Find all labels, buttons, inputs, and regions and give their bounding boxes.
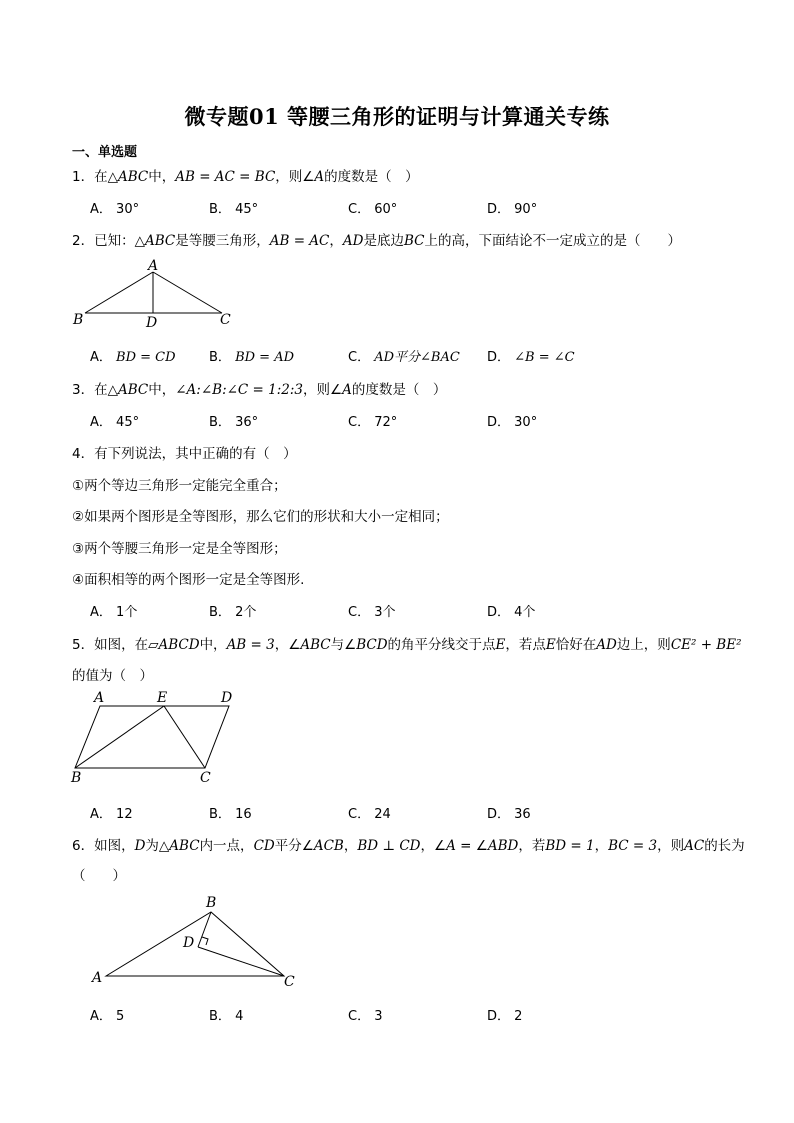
label-b: B: [206, 895, 217, 911]
q5-option-c[interactable]: C． 24: [348, 807, 391, 822]
page-title: 微专题01 等腰三角形的证明与计算通关专练: [184, 104, 610, 129]
question-1-stem: 1．在△ABC中，AB = AC = BC，则∠A的度数是（ ）: [72, 169, 419, 185]
label-e: E: [157, 690, 168, 706]
q4-option-c[interactable]: C． 3个: [348, 605, 396, 620]
q4-statement-1: ①两个等边三角形一定能完全重合；: [72, 478, 287, 494]
question-6-stem-line2: （ ）: [72, 868, 126, 884]
q3-option-b[interactable]: B． 36°: [209, 415, 259, 430]
label-b: B: [71, 770, 82, 786]
q4-option-a[interactable]: A． 1个: [90, 605, 138, 620]
q6-option-b[interactable]: B． 4: [209, 1009, 244, 1024]
q2-option-c[interactable]: C． AD平分∠BAC: [348, 350, 460, 365]
q1-option-d[interactable]: D． 90°: [487, 202, 538, 217]
q2-option-a[interactable]: A． BD = CD: [90, 350, 176, 365]
q3-option-d[interactable]: D． 30°: [487, 415, 538, 430]
label-c: C: [200, 770, 211, 786]
q1-option-a[interactable]: A． 30°: [90, 202, 140, 217]
q4-option-d[interactable]: D． 4个: [487, 605, 536, 620]
q1-option-b[interactable]: B． 45°: [209, 202, 259, 217]
label-c: C: [284, 974, 295, 990]
question-4-stem: 4．有下列说法，其中正确的有（ ）: [72, 446, 297, 462]
q5-option-d[interactable]: D． 36: [487, 807, 531, 822]
question-5-stem-line2: 的值为（ ）: [72, 668, 153, 684]
q3-option-a[interactable]: A． 45°: [90, 415, 140, 430]
q6-option-a[interactable]: A． 5: [90, 1009, 125, 1024]
label-a: A: [94, 690, 105, 706]
question-3-stem: 3．在△ABC中，∠A:∠B:∠C = 1:2:3，则∠A的度数是（ ）: [72, 382, 447, 398]
q6-option-d[interactable]: D． 2: [487, 1009, 523, 1024]
label-d: D: [221, 690, 233, 706]
question-2-stem: 2．已知：△ABC是等腰三角形，AB = AC，AD是底边BC上的高，下面结论不一定成立的是（ ）: [72, 233, 681, 249]
q4-statement-2: ②如果两个图形是全等图形，那么它们的形状和大小一定相同；: [72, 509, 449, 525]
section-heading: 一、单选题: [72, 145, 138, 160]
q4-statement-4: ④面积相等的两个图形一定是全等图形.: [72, 572, 305, 588]
q6-option-c[interactable]: C． 3: [348, 1009, 383, 1024]
question-number: 1．: [72, 169, 95, 185]
q4-statement-3: ③两个等腰三角形一定是全等图形；: [72, 541, 287, 557]
q3-option-c[interactable]: C． 72°: [348, 415, 398, 430]
label-c: C: [220, 312, 231, 328]
q4-option-b[interactable]: B． 2个: [209, 605, 257, 620]
q5-option-b[interactable]: B． 16: [209, 807, 252, 822]
q1-option-c[interactable]: C． 60°: [348, 202, 398, 217]
label-b: B: [73, 312, 84, 328]
q5-option-a[interactable]: A． 12: [90, 807, 133, 822]
label-a: A: [148, 258, 159, 274]
q2-option-b[interactable]: B． BD = AD: [209, 350, 295, 365]
question-5-stem: 5．如图，在▱ABCD中，AB = 3，∠ABC与∠BCD的角平分线交于点E，若点E恰好在AD边上，则CE² + BE²: [72, 637, 742, 653]
q2-option-d[interactable]: D． ∠B = ∠C: [487, 350, 575, 365]
right-angle-mark: [202, 937, 208, 945]
label-d: D: [146, 315, 158, 331]
segment-cd: [198, 947, 284, 976]
label-d: D: [183, 935, 195, 951]
segment-bd: [198, 912, 211, 947]
triangle-abc: [106, 912, 284, 976]
question-6-stem: 6．如图，D为△ABC内一点，CD平分∠ACB，BD ⊥ CD，∠A = ∠ABD，若BD = 1，BC = 3，则AC的长为: [72, 838, 745, 854]
label-a: A: [92, 970, 103, 986]
